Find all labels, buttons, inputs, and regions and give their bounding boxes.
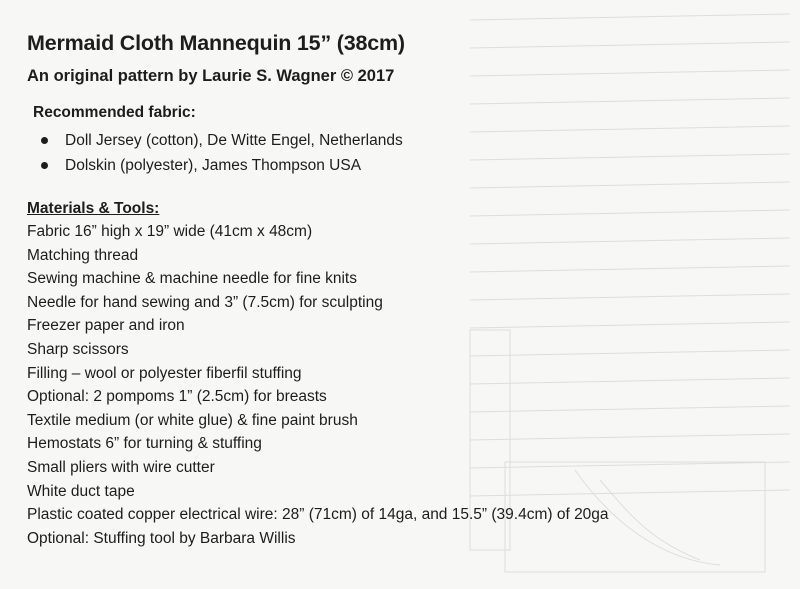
- recommended-fabric-heading: Recommended fabric:: [33, 104, 196, 121]
- fabric-item-text: Dolskin (polyester), James Thompson USA: [65, 157, 362, 174]
- materials-list-item: Sharp scissors: [27, 340, 129, 358]
- materials-list-item: Optional: 2 pompoms 1” (2.5cm) for breasts: [27, 388, 327, 406]
- document-title: Mermaid Cloth Mannequin 15” (38cm): [27, 31, 405, 55]
- materials-tools-list: [27, 220, 787, 550]
- fabric-item-text: Doll Jersey (cotton), De Witte Engel, Netherlands: [65, 132, 403, 149]
- fabric-list-item: [41, 128, 787, 153]
- materials-list-item: Sewing machine & machine needle for fine knits: [27, 270, 357, 288]
- materials-list-item: Fabric 16” high x 19” wide (41cm x 48cm): [27, 223, 313, 240]
- materials-list-item: Textile medium (or white glue) & fine paint brush: [27, 411, 358, 429]
- materials-list-item: Needle for hand sewing and 3” (7.5cm) for sculpting: [27, 293, 383, 311]
- materials-list-item: Freezer paper and iron: [27, 317, 185, 335]
- bullet-icon: [41, 162, 48, 169]
- materials-list-item: Small pliers with wire cutter: [27, 458, 215, 476]
- materials-list-item: Hemostats 6” for turning & stuffing: [27, 435, 262, 453]
- pattern-document: [27, 28, 787, 550]
- materials-list-item: Optional: Stuffing tool by Barbara Willis: [27, 529, 296, 547]
- bullet-icon: [41, 137, 48, 144]
- materials-list-item: Filling – wool or polyester fiberfil stuffing: [27, 364, 302, 382]
- materials-list-item: Matching thread: [27, 246, 139, 264]
- materials-tools-heading: Materials & Tools:: [27, 200, 160, 217]
- fabric-list-item: [41, 153, 787, 178]
- document-subtitle: An original pattern by Laurie S. Wagner © 2017: [27, 67, 395, 85]
- materials-list-item: Plastic coated copper electrical wire: 28” (71cm) of 14ga, and 15.5” (39.4cm) of 20ga: [27, 506, 609, 524]
- recommended-fabric-list: [27, 128, 787, 178]
- materials-list-item: White duct tape: [27, 482, 135, 500]
